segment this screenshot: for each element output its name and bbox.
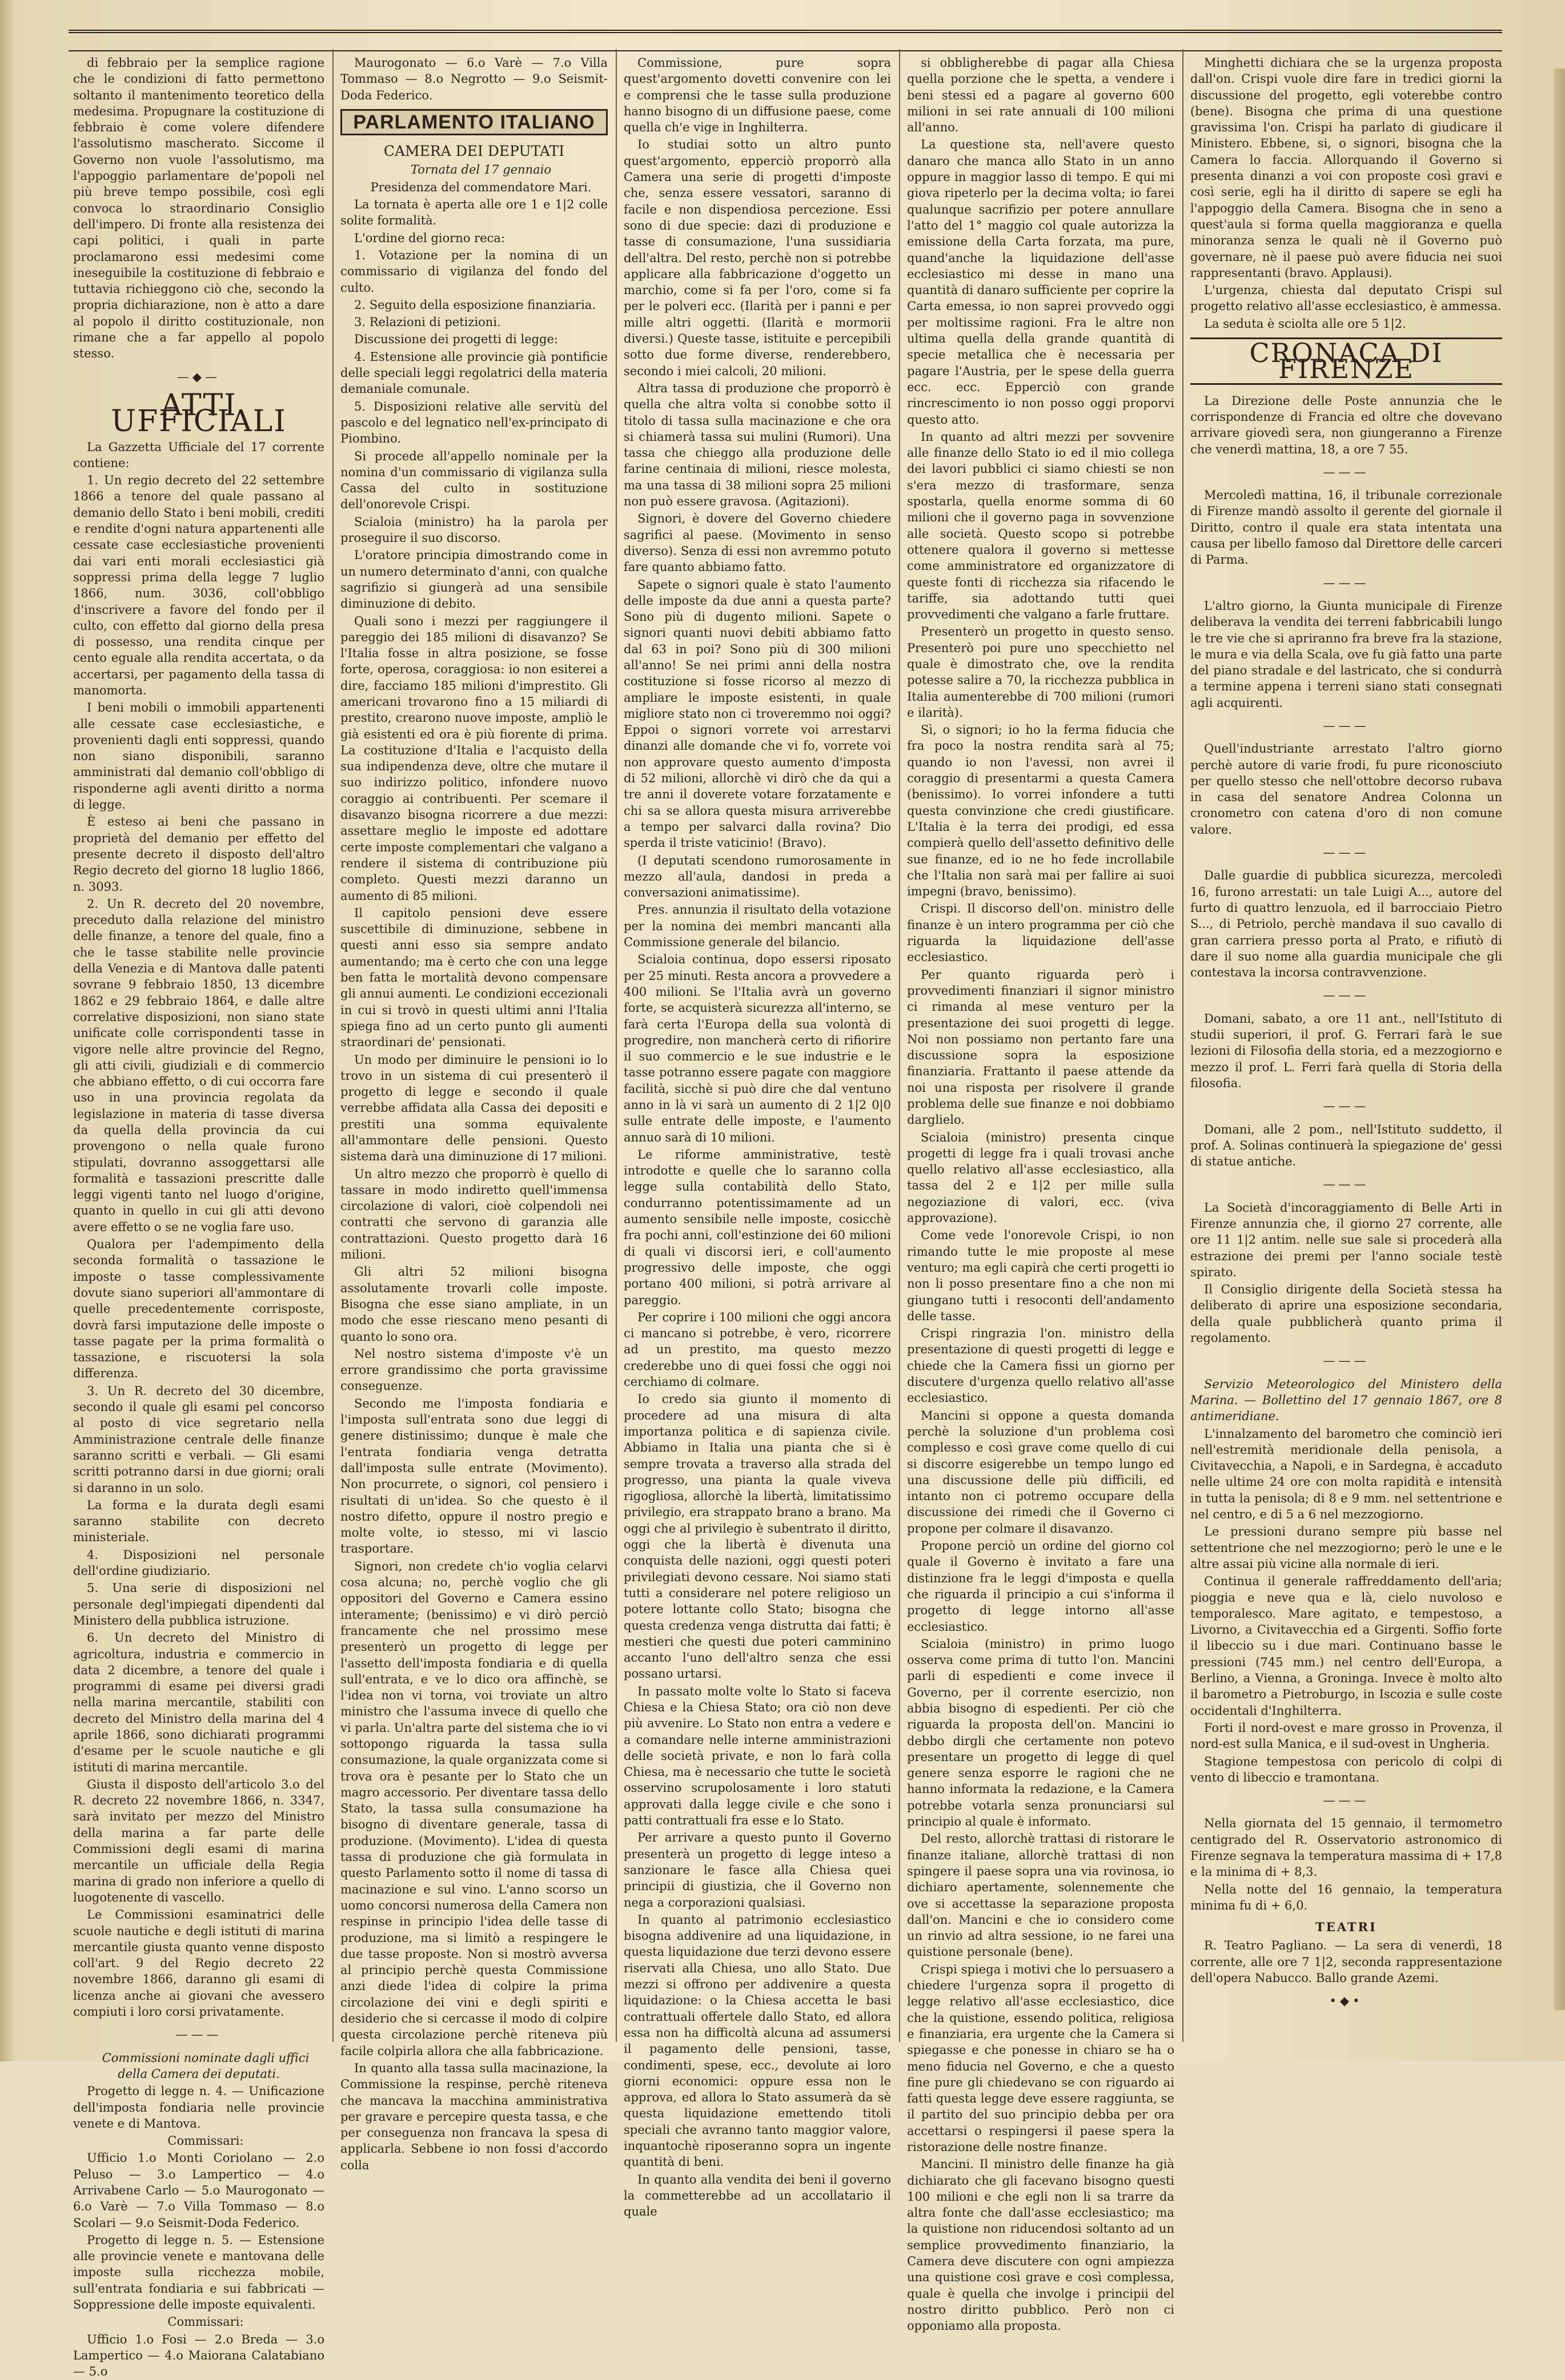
article-text: Maurogonato — 6.o Varè — 7.o Villa Tommaso — 8.o Negrotto — 9.o Seismit-Doda Federico. <box>340 56 608 102</box>
article-text: Stagione tempestosa con pericolo di colpi di vento di libeccio e tramontana. <box>1190 1754 1502 1784</box>
article-text: (I deputati scendono rumorosamente in mezzo all'aula, dandosi in preda a conversazioni animatissime). <box>624 853 891 900</box>
section-divider: ——— <box>1323 1177 1370 1192</box>
article-text: Signori, è dovere del Governo chiedere sagrifici al paese. (Movimento in senso diverso). Senza di essi non avremmo potuto fare quanto abbiamo fatto. <box>624 512 891 574</box>
article-text: Un altro mezzo che proporrò è quello di tassare in modo indiretto quell'immensa circolazione di valori, cioè colpendoli nei contratti che servono di garanzia alle contrattazioni. Questo progetto darà 16 milioni. <box>340 1167 608 1262</box>
chamber-title: CAMERA DEI DEPUTATI <box>383 143 565 160</box>
article-text: Per coprire i 100 milioni che oggi ancora ci mancano si potrebbe, è vero, ricorrere ad un prestito, ma questo mezzo crederebbe uno di quei fossi che oggi noi cerchiamo di colmare. <box>624 1310 891 1389</box>
article-text: si obbligherebbe di pagar alla Chiesa quella porzione che le spetta, a vendere i beni stessi ed a pagare al governo 600 milioni in sei rate annuali di 100 milioni all'anno. <box>907 56 1174 135</box>
session-president: Presidenza del commendatore Mari. <box>370 180 592 194</box>
column-1 <box>73 55 324 2379</box>
article-text: La seduta è sciolta alle ore 5 1|2. <box>1204 316 1406 331</box>
article-text: L'oratore principia dimostrando come in un numero determinato d'anni, con qualche sagrifizio si giungerà ad una sensibile diminuzione di debito. <box>340 548 608 611</box>
article-text: Sì, o signori; io ho la ferma fiducia che fra poco la nostra rendita sarà al 75; quando io non l'avessi, non avrei il coraggio di presentarmi a questa Camera (benissimo). Io vorrei infondere a tutti questa convinzione che credi giustificare. L'Italia è la terra dei prodigi, ed essa compierà quello dell'assetto definitivo delle sue finanze, ed io ne ho fede incrollabile che l'Italia non sarà mai per fallire ai suoi impegni (bravo, benissimo). <box>907 723 1174 899</box>
section-divider: ——— <box>1323 1794 1370 1808</box>
article-text: Io credo sia giunto il momento di procedere ad una misura di alta importanza politica e di sapienza civile. Abbiamo in Italia una pianta che si è sempre trovata a traverso alla strada del progresso, una pianta la quale viveva rigogliosa, allorchè la libertà, limitatissimo privilegio, era strappato brano a brano. Ma oggi che al privilegio è subentrato il diritto, oggi che la libertà è divenuta una conquista delle nazioni, oggi questi poteri privilegiati devono cessare. Noi siamo stati tutti a considerare nel potere religioso un potere lottante collo Stato; bisogna che questa credenza venga distrutta dai fatti; è mestieri che questi due poteri camminino accanto l'uno dell'altro senza che essi possano urtarsi. <box>624 1392 891 1681</box>
column-rule <box>332 49 334 2042</box>
section-divider: •◆• <box>1329 1994 1363 2008</box>
article-text: Mancini si oppone a questa domanda perchè la soluzione d'un problema così complesso e così grave come quello di cui si discorre esigerebbe un tempo lungo ed una discussione delle più difficili, ed intanto non ci potremo occupare della discussione dei rimedi che il Governo ci propone per colmare il disavanzo. <box>907 1408 1174 1535</box>
article-text: Qualora per l'adempimento della seconda formalità o tassazione le imposte o tasse complessivamente dovute siano superiori all'ammontare di quelle precedentemente corrisposte, dovrà farsi imputazione delle imposte o tasse pagate per la prima formalità o tassazione, e riscuotersi la sola differenza. <box>73 1237 324 1381</box>
article-text: Nel nostro sistema d'imposte v'è un errore grandissimo che porta gravissime conseguenze. <box>340 1346 608 1393</box>
article-text: È esteso ai beni che passano in proprietà del demanio per effetto del presente decreto il disposto dell'altro Regio decreto del giorno 18 luglio 1866, n. 3093. <box>73 815 324 894</box>
article-text: Scialoia (ministro) ha la parola per proseguire il suo discorso. <box>340 514 608 545</box>
article-text: Crispi spiega i motivi che lo persuasero a chiedere l'urgenza sopra il progetto di legge relativo all'asse ecclesiastico, dice che la quistione, essendo politica, religiosa e finanziaria, era urgente che la Camera si spiegasse e che ponesse in chiaro se ha o meno fiducia nel Governo, e che a questo fine pure gli chiedevano se con riguardo ai fatti questa legge deve essere raggiunta, se il partito del suo principio debba per ora accettarsi o respingersi il paese spera la ristorazione delle nostre finanze. <box>907 1962 1174 2154</box>
article-text: In quanto ad altri mezzi per sovvenire alle finanze dello Stato io ed il mio collega dei lavori pubblici ci siamo chiesti se non s'era mezzo di trasformare, senza spostarla, quella enorme somma di 60 milioni che il governo paga in sovvenzione alle società. Questo scopo si potrebbe ottenere qualora il governo si mettesse come amministratore ed organizzatore di queste fonti di ricchezza sia rifacendo le tariffe, sia adottando tutti quei provvedimenti che valgano a farle fruttare. <box>907 429 1174 622</box>
column-rule <box>1182 49 1183 2042</box>
section-heading-cronaca: CRONACA DI FIRENZE <box>1190 337 1502 385</box>
article-text: 1. Votazione per la nomina di un commissario di vigilanza del fondo del culto. <box>340 248 608 295</box>
column-3 <box>624 55 891 2219</box>
article-text: R. Teatro Pagliano. — La sera di venerdì, 18 corrente, alle ore 7 1|2, seconda rappresentazione dell'opera Nabucco. Ballo grande Azemi. <box>1190 1939 1502 1985</box>
article-text: In quanto al patrimonio ecclesiastico bisogna addivenire ad una liquidazione, in questa liquidazione due terzi devono essere riservati alla Chiesa, uno allo Stato. Due mezzi si offrono per addivenire a questa liquidazione: o la Chiesa accetta le basi contrattuali offertele dallo Stato, ed allora essa non ha difficoltà alcuna ad assumersi il pagamento delle pensioni, tasse, condimenti, spese, ecc., devolute ai loro giorni economici: oppure essa non le approva, ed allora lo Stato assumerà da sè questa liquidazione emettendo titoli speciali che avranno tanto maggior valore, inquantochè riposeranno sopra un ingente quantità di beni. <box>624 1912 891 2169</box>
article-text: 3. Un R. decreto del 30 dicembre, secondo il quale gli esami pel concorso al posto di vice segretario nella Amministrazione centrale delle finanze saranno scritti e verbali. — Gli esami scritti potranno darsi in due giorni; orali si daranno in un solo. <box>73 1384 324 1495</box>
article-text: Giusta il disposto dell'articolo 3.o del R. decreto 22 novembre 1866, n. 3347, sarà invitato per mezzo del Ministro della marina a far parte delle Commissioni degli esami di marina mercantile un ufficiale della Regia marina di grado non inferiore a quello di luogotenente di vascello. <box>73 1777 324 1904</box>
article-text: Ufficio 1.o Monti Coriolano — 2.o Peluso — 3.o Lampertico — 4.o Arrivabene Carlo — 5.o Maurogonato — 6.o Varè — 7.o Villa Tommaso — 8.o Scolari — 9.o Seismit-Doda Federico. <box>73 2151 324 2230</box>
article-text: 6. Un decreto del Ministro di agricoltura, industria e commercio in data 2 dicembre, a tenore del quale i programmi di esame pei diversi gradi nella marina mercantile, stabiliti con decreto del Ministro della marina del 4 aprile 1866, sono dichiarati programmi d'esame per le scuole nautiche e gli istituti di marina mercantile. <box>73 1631 324 1774</box>
top-rule <box>69 30 1502 51</box>
section-divider: ——— <box>1323 1099 1370 1113</box>
article-text: Discussione dei progetti di legge: <box>354 332 559 347</box>
article-text: Crispi ringrazia l'on. ministro della presentazione di questi progetti di legge e chiede che la Camera fissi un giorno per discutere d'urgenza quello relativo all'asse ecclesiastico. <box>907 1326 1174 1405</box>
article-text: Progetto di legge n. 5. — Estensione alle provincie venete e mantovana delle imposte sulla ricchezza mobile, sull'entrata fondiaria e sui fabbricati — Soppressione delle imposte equivalenti. <box>73 2233 324 2312</box>
article-text: In passato molte volte lo Stato si faceva Chiesa e la Chiesa Stato; ora ciò non deve più avvenire. Lo Stato non entra a vedere e a comandare nelle interne amministrazioni delle società private, e non lo farà colla Chiesa, ma è necessario che tutte le società osservino scrupolosamente i loro statuti approvati dalla legge civile e che sono i patti contrattuali fra esse e lo Stato. <box>624 1684 891 1828</box>
article-text: di febbraio per la semplice ragione che le condizioni di fatto permettono soltanto il mantenimento teoretico della medesima. Propugnare la costituzione di febbraio è come volere difendere l'assolutismo mascherato. Siccome il Governo non vuole l'assolutismo, ma l'appoggio parlamentare de'popoli nel più breve tempo possibile, così egli convoca lo straordinario Consiglio dell'impero. Di fronte alla resistenza dei capi politici, i quali in parte proclamarono essi medesimi come ineseguibile la costituzione di febbraio e tuttavia richieggono ciò che, secondo la propria dichiarazione, non è atto a dare al popolo il diritto costituzionale, non rimane che a far appello al popolo stesso. <box>73 56 324 361</box>
article-text: Io studiai sotto un altro punto quest'argomento, epperciò proporrò alla Camera una serie di progetti d'imposte che, senza essere vessatori, saranno di facile e non dispendiosa percezione. Essi sono di due specie: dazi di produzione e tasse di consumazione, l'una sussidiaria dell'altra. Del resto, perchè non si potrebbe applicare alla fabbricazione d'oggetto un marchio, come si fa per l'oro, come si fa per le polveri ecc. (Ilarità per i panni e per mille altri oggetti. (Ilarità e mormorii diversi.) Queste tasse, istituite e percepibili sotto due forme diverse, renderebbero, secondo i miei calcoli, 20 milioni. <box>624 138 891 378</box>
article-text: Progetto di legge n. 4. — Unificazione dell'imposta fondiaria nelle provincie venete e di Mantova. <box>73 2084 324 2130</box>
section-divider: ——— <box>1323 576 1370 590</box>
column-rule <box>616 49 617 2042</box>
article-text: Le riforme amministrative, testè introdotte e quelle che lo saranno colla legge sulla contabilità dello Stato, condurranno potentissimamente ad un aumento sensibile nelle imposte, cosicchè fra pochi anni, coll'estinzione dei 60 milioni di quali vi discorsi ieri, e coll'aumento progressivo delle imposte, che oggi portano 400 milioni, si potrà arrivare al pareggio. <box>624 1147 891 1307</box>
section-heading-teatri: TEATRI <box>1315 1920 1377 1935</box>
section-divider: ——— <box>175 2028 222 2042</box>
section-divider: —◆— <box>176 369 221 384</box>
section-divider: ——— <box>1323 988 1370 1003</box>
article-text: La Società d'incoraggiamento di Belle Arti in Firenze annunzia che, il giorno 27 corrente, alle ore 11 1|2 antim. nelle sue sale si procederà alla estrazione dei premi per l'anno sociale testè spirato. <box>1190 1200 1502 1279</box>
article-text: Signori, non credete ch'io voglia celarvi cosa alcuna; no, perchè voglio che gli oppositori del Governo e Camera essino interamente; (benissimo) e vi dirò perciò francamente che nel prossimo mese presenterò un progetto di legge per l'assetto dell'imposta fondiaria e di quella sull'entrata, e ve lo dico ora affinchè, se l'idea non vi torna, voi troviate un altro ministro che l'assuma invece di quello che vi parla. Un'altra parte del sistema che io vi sottopongo riguarda la tassa sulla consumazione, la quale organizzata come si trova ora è pesante per lo Stato che un magro accessorio. Per diventare tassa dello Stato, la tassa sulla consumazione ha bisogno di diventare generale, tassa di produzione. (Movimento). L'idea di questa tassa di produzione che già formulata in questo Parlamento sotto il nome di tassa di macinazione e sul vino. L'anno scorso un uomo concorsi numerosa della Camera non respinse in principio l'idea delle tasse di produzione, ma si limitò a respingere le due tasse proposte. Non si mostrò avversa al principio perchè questa Commissione anzi diede l'idea di colpire la prima circolazione dei vini e degli spiriti e desiderio che si cercasse il modo di colpire questa circolazione perchè riteneva più facile colpirla allora che alla fabbricazione. <box>340 1559 608 2058</box>
list-label: Commissari: <box>167 2134 244 2148</box>
article-text: Mercoledì mattina, 16, il tribunale correzionale di Firenze mandò assolto il gerente del giornale il Diritto, contro il quale era stata intentata una causa per libello famoso dal Direttore delle carceri di Parma. <box>1190 488 1502 567</box>
article-text: Pres. annunzia il risultato della votazione per la nomina dei membri mancanti alla Commissione generale del bilancio. <box>624 903 891 950</box>
article-text: 4. Disposizioni nel personale dell'ordine giudiziario. <box>73 1547 324 1578</box>
section-divider: ——— <box>1323 718 1370 733</box>
list-label: Commissari: <box>167 2315 244 2329</box>
subsection-title: Commissioni nominate dagli uffici della Camera dei deputati. <box>102 2051 310 2081</box>
article-text: Servizio Meteorologico del Ministero della Marina. — Bollettino del 17 gennaio 1867, ore 8 antimeridiane. <box>1190 1377 1502 1424</box>
section-divider: ——— <box>1323 846 1370 860</box>
session-date: Tornata del 17 gennaio <box>410 163 552 177</box>
article-text: Il capitolo pensioni deve essere suscettibile di diminuzione, sebbene in questi anni esso sia sempre andato aumentando; ma è certo che con una legge ben fatta le mortalità devono compensare gli annui aumenti. Le condizioni eccezionali in cui si trovò in questi ultimi anni l'Italia spiega fino ad un certo punto gli aumenti straordinari de' pensionati. <box>340 906 608 1050</box>
article-text: 5. Disposizioni relative alle servitù del pascolo e del legnatico nell'ex-principato di Piombino. <box>340 399 608 446</box>
column-5 <box>1190 55 1502 2036</box>
article-text: In quanto alla tassa sulla macinazione, la Commissione la respinse, perchè riteneva che mancava la macchina amministrativa per gravare e percepire questa tassa, e che per conseguenza non francava la spesa di applicarla. Sebbene io non fossi d'accordo colla <box>340 2061 608 2172</box>
article-text: 4. Estensione alle provincie già pontificie delle speciali leggi regolatrici della materia demaniale comunale. <box>340 349 608 396</box>
article-text: Il Consiglio dirigente della Società stessa ha deliberato di aprire una esposizione secondaria, della quale pubblicherà quanto prima il regolamento. <box>1190 1283 1502 1345</box>
article-text: Mancini. Il ministro delle finanze ha già dichiarato che gli facevano bisogno questi 100 milioni e che egli non li sa trarre da altra fonte che dall'asse ecclesiastico; ma la quistione non riducendosi soltanto ad un semplice provvedimento finanziario, la Camera deve discutere con ogni ampiezza una quistione così grave e così complessa, quale è quella che involge i principii del nostro diritto pubblico. Però non ci opponiamo alla proposta. <box>907 2157 1174 2333</box>
article-text: La Direzione delle Poste annunzia che le corrispondenze di Francia ed oltre che dovevano arrivare giovedì sera, non giungeranno a Firenze che venerdì mattina, 18, a ore 7 55. <box>1190 393 1502 456</box>
article-text: Secondo me l'imposta fondiaria e l'imposta sull'entrata sono due leggi di genere distinissimo; dunque è male che l'entrata fondiaria venga detratta dall'imposta sulle entrate (Movimento). Non procurrete, o signori, col pensiero i risultati di un'idea. So che questo è il nostro difetto, oppure il nostro pregio e molte volte, io stesso, mi vi lascio trasportare. <box>340 1396 608 1556</box>
article-text: Per quanto riguarda però i provvedimenti finanziari il signor ministro ci rimanda al mese venturo per la presentazione dei suoi progetti di legge. Noi non possiamo non pertanto fare una discussione sopra la esposizione finanziaria. Frattanto il paese attende da noi una risposta per risolvere il grande problema delle sue finanze e noi dobbiamo darglielo. <box>907 967 1174 1127</box>
article-text: Del resto, allorchè trattasi di ristorare le finanze italiane, allorchè trattasi di non spingere il paese sopra una via rovinosa, io dichiaro apertamente, solennemente che ove si accettasse la separazione proposta dall'on. Mancini e che io considero come un rinvio ad altra sessione, io ne farei una quistione personale (bene). <box>907 1832 1174 1959</box>
article-text: Crispi. Il discorso dell'on. ministro delle finanze è un intero programma per ciò che riguarda la liquidazione dell'asse ecclesiastico. <box>907 902 1174 964</box>
article-text: Si procede all'appello nominale per la nomina d'un commissario di vigilanza sulla Cassa del culto in sostituzione dell'onorevole Crispi. <box>340 449 608 512</box>
article-text: Propone perciò un ordine del giorno col quale il Governo è invitato a fare una distinzione fra le leggi d'imposta e quella che riguarda il principio a cui s'informa il progetto di legge intorno all'asse ecclesiastico. <box>907 1539 1174 1634</box>
article-text: 2. Un R. decreto del 20 novembre, preceduto dalla relazione del ministro delle finanze, a tenore del quale, fino a che le tasse stabilite nelle provincie della Venezia e di Mantova dalle patenti sovrane 9 febbraio 1850, 13 dicembre 1862 e 29 febbraio 1864, e dalle altre correlative disposizioni, non siano state unificate colle corrispondenti tasse in vigore nelle altre provincie del Regno, gli atti civili, giudiziali e di commercio che abbiano effetto, o di cui occorra fare uso in una provincia regolata da legislazione in materia di tasse diversa da quella della provincia da cui provengono o nella quale furono stipulati, dovranno assoggettarsi alle formalità e tassazioni prescritte dalle leggi vigenti tanto nel luogo d'origine, quanto in quello in cui gli atti devono avere effetto o se ne voglia fare uso. <box>73 896 324 1234</box>
article-text: L'urgenza, chiesta dal deputato Crispi sul progetto relativo all'asse ecclesiastico, è ammessa. <box>1190 283 1502 313</box>
article-text: Domani, sabato, a ore 11 ant., nell'Istituto di studii superiori, il prof. G. Ferrari farà le sue lezioni di Filosofia della storia, ed a mezzogiorno e mezzo il prof. L. Ferri farà quella di Storia della filosofia. <box>1190 1011 1502 1090</box>
article-text: Gli altri 52 milioni bisogna assolutamente trovarli colle imposte. Bisogna che esse siano ampliate, in un modo che esse riescano meno pesanti di quanto lo sono ora. <box>340 1265 608 1344</box>
article-text: La Gazzetta Ufficiale del 17 corrente contiene: <box>73 440 324 470</box>
article-text: La forma e la durata degli esami saranno stabilite con decreto ministeriale. <box>73 1498 324 1545</box>
article-text: Ufficio 1.o Fosi — 2.o Breda — 3.o Lampertico — 4.o Maiorana Calatabiano — 5.o <box>73 2332 324 2379</box>
article-text: La questione sta, nell'avere questo danaro che manca allo Stato in un anno oppure in maggior lasso di tempo. E qui mi giova ripeterlo per la decima volta; io farei qualunque sacrifizio per potere annullare l'atto del 1° maggio col quale autorizza la emissione della Carta forzata, ma pure, quand'anche la liquidazione dell'asse ecclesiastico mi desse in mano una quantità di danaro sufficiente per coprire la Carta emessa, io non saprei provvedo oggi per moltissime ragioni. Fra le altre non ultima quella della grande quantità di specie metallica che è necessaria per pagare l'Austria, per le spese della guerra ecc. ecc. Epperciò con grande rincrescimento io non posso oggi proporvi questo atto. <box>907 138 1174 427</box>
section-divider: ——— <box>1323 1354 1370 1368</box>
article-text: Le Commissioni esaminatrici delle scuole nautiche e degli istituti di marina mercantile giusta quanto venne disposto coll'art. 9 del Regio decreto 22 novembre 1866, daranno gli esami di licenza anche ai giovani che avessero compiuti i loro corsi privatamente. <box>73 1908 324 2019</box>
article-text: Nella notte del 16 gennaio, la temperatura minima fu di + 6,0. <box>1190 1882 1502 1912</box>
article-text: Nella giornata del 15 gennaio, il termometro centigrado del R. Osservatorio astronomico di Firenze segnava la temperatura massima di + 17,8 e la minima di + 8,3. <box>1190 1816 1502 1879</box>
article-text: I beni mobili o immobili appartenenti alle cessate case ecclesiastiche, e provenienti dagli enti soppressi, quando non siano disponibili, saranno amministrati dal demanio coll'obbligo di risponderne agli aventi diritto a norma di legge. <box>73 701 324 812</box>
article-text: Minghetti dichiara che se la urgenza proposta dall'on. Crispi vuole dire fare in tredici giorni la discussione del progetto, egli voterebbe contro (bene). Bisogna che prima di una questione gravissima l'on. Crispi ha parlato di giudicare il Ministero. Ebbene, si, o signori, bisogna che la Camera lo faccia. Allorquando il Governo si presenta dinanzi a voi con proposte così gravi e così serie, egli ha il diritto di sapere se egli ha l'appoggio della Camera. Bisogna che in seno a quest'aula si forma quella maggioranza e quella minoranza senza le quali nè il Governo può governare, nè il paese può avere fiducia nei suoi rappresentanti (bravo. Applausi). <box>1190 56 1502 280</box>
article-text: L'ordine del giorno reca: <box>354 231 505 245</box>
article-text: 1. Un regio decreto del 22 settembre 1866 a tenore del quale passano al demanio dello Stato i beni mobili, crediti e rendite d'ogni natura appartenenti alle cessate case ecclesiastiche provenienti dai vari enti morali ecclesiastici già soppressi prima della legge 7 luglio 1866, num. 3036, coll'obbligo d'inscrivere a favore del fondo per il culto, con effetto dal giorno della presa di possesso, una rendita cinque per cento eguale alla rendita accertata, o da accertarsi, per pagamento della tassa di manomorta. <box>73 473 324 697</box>
article-text: Come vede l'onorevole Crispi, io non rimando tutte le mie proposte al mese venturo; ma egli capirà che certi progetti io non li posso presentare fino a che non mi giungano tutti i resoconti dell'andamento delle tasse. <box>907 1228 1174 1323</box>
article-text: Domani, alle 2 pom., nell'Istituto suddetto, il prof. A. Solinas continuerà la spiegazione de' gessi di statue antiche. <box>1190 1122 1502 1169</box>
page-binding-edge <box>0 0 16 2061</box>
adjacent-page-edge <box>1554 69 1565 2010</box>
section-heading-atti-ufficiali: ATTI UFFICIALI <box>111 388 287 439</box>
article-text: Quell'industriante arrestato l'altro giorno perchè autore di varie frodi, fu pure riconosciuto per quello stesso che nell'ottobre decorso rubava in casa del senatore Andrea Colonna un cronometro con catena d'oro di non comune valore. <box>1190 742 1502 837</box>
section-divider: ——— <box>1323 465 1370 479</box>
article-text: In quanto alla vendita dei beni il governo la commetterebbe ad un accollatario il quale <box>624 2172 891 2219</box>
article-text: La tornata è aperta alle ore 1 e 1|2 colle solite formalità. <box>340 198 608 228</box>
article-text: Dalle guardie di pubblica sicurezza, mercoledì 16, furono arrestati: un tale Luigi A..., autore del furto di quattro lenzuola, ed il barrocciaio Pietro S..., di Petriolo, perchè mandava il suo cavallo di gran carriera presso porta al Prato, e rifiutò di dare il suo nome alla guardia municipale che gli contestava la incorsa contravvenzione. <box>1190 869 1502 980</box>
article-text: Un modo per diminuire le pensioni io lo trovo in un sistema di cui presenterò il progetto di legge e secondo il quale verrebbe affidata alla Cassa dei depositi e prestiti una somma equivalente all'ammontare delle pensioni. Questo sistema darà una diminuzione di 17 milioni. <box>340 1052 608 1164</box>
column-rule <box>899 49 900 2042</box>
article-text: 3. Relazioni di petizioni. <box>354 315 501 329</box>
article-text: Scialoia (ministro) presenta cinque progetti di legge fra i quali trovasi anche quello relativo all'asse ecclesiastico, alla tassa del 2 e 1|2 per mille sulla negoziazione di valori, ecc. (viva approvazione). <box>907 1130 1174 1225</box>
article-text: 2. Seguito della esposizione finanziaria. <box>354 298 596 312</box>
article-text: Forti il nord-ovest e mare grosso in Provenza, il nord-est sulla Manica, e il sud-ovest in Ungheria. <box>1190 1720 1502 1751</box>
article-text: Presenterò un progetto in questo senso. Presenterò poi pure uno specchietto nel quale è dimostrato che, ove la rendita potesse salire a 70, la ricchezza pubblica in Italia aumenterebbe di 700 milioni (rumori e ilarità). <box>907 625 1174 719</box>
article-text: Per arrivare a questo punto il Governo presenterà un progetto di legge inteso a sanzionare le fasce alla Chiesa quei principii di giustizia, che il Governo non nega a corporazioni qualsiasi. <box>624 1831 891 1909</box>
column-4 <box>907 55 1174 2333</box>
article-text: Continua il generale raffreddamento dell'aria; pioggia e neve qua e là, cielo nuvoloso e temporalesco. Mare agitato, e tempestoso, a Livorno, a Civitavecchia ed a Girgenti. Soffio forte il libeccio su i due mari. Continuano basse le pressioni (745 mm.) nel centro dell'Europa, a Berlino, a Vienna, a Groninga. Invece è molto alto il barometro a Pietroburgo, in Iscozia e sulle coste occidentali d'Inghilterra. <box>1190 1574 1502 1718</box>
article-text: Scialoia continua, dopo essersi riposato per 25 minuti. Resta ancora a provvedere a 400 milioni. Se l'Italia avrà un governo forte, se acquisterà sicurezza all'interno, se farà certa l'Europa della sua volontà di progredire, non mancherà certo di rifiorire il suo commercio e le sue industrie e le tasse potranno essere pagate con maggiore facilità, sicchè si può dire che dal ventuno anno in là vi sarà un aumento di 2 1|2 0|0 sulle entrate delle imposte, e l'aumento annuo sarà di 10 milioni. <box>624 952 891 1144</box>
article-text: Le pressioni durano sempre più basse nel settentrione che nel mezzogiorno; però le une e le altre assai più vicine alla normale di ieri. <box>1190 1525 1502 1571</box>
article-text: L'innalzamento del barometro che cominciò ieri nell'estremità meridionale della penisola, a Civitavecchia, a Napoli, e in Sardegna, è accaduto nelle ultime 24 ore con molta rapidità e intensità in tutta la penisola; di 8 e 9 mm. nel settentrione e nel centro, e di 5 a 6 nel mezzogiorno. <box>1190 1426 1502 1522</box>
article-text: Quali sono i mezzi per raggiungere il pareggio dei 185 milioni di disavanzo? Se l'Italia fosse in altra posizione, se fosse forte, operosa, coraggiosa: io non esiterei a dire, facciamo 185 milioni d'imprestito. Gli americani trovarono fino a 15 miliardi di prestito, crearono nuove imposte, ampliò le già esistenti ed ora è più fiorente di prima. La costituzione d'Italia e l'acquisto della sua indipendenza deve, oltre che mutare il suo indirizzo politico, infondere nuovo coraggio ai contribuenti. Per scemare il disavanzo bisogna ricorrere a due mezzi: assettare meglio le imposte ed adottare certe imposte complementari che valgano a rendere il sistema di contribuzione più completo. Questi mezzi daranno un aumento di 85 milioni. <box>340 614 608 903</box>
article-text: 5. Una serie di disposizioni nel personale degl'impiegati dipendenti dal Ministero della pubblica istruzione. <box>73 1581 324 1627</box>
parlamento-banner: PARLAMENTO ITALIANO <box>340 109 608 135</box>
article-text: Altra tassa di produzione che proporrò è quella che altra volta si conobbe sotto il titolo di tassa sulla macinazione e che ora si chiamerà tassa sui mulini (Rumori). Una tassa che chieggo alla produzione delle farine centinaia di milioni, riesce molesta, ma una tassa di 38 milioni sopra 25 milioni non può essere gravosa. (Agitazioni). <box>624 381 891 509</box>
column-2 <box>340 55 608 2172</box>
article-text: L'altro giorno, la Giunta municipale di Firenze deliberava la vendita dei terreni fabbricabili lungo le tre vie che si apriranno fra breve fra la stazione, le mura e via della Scala, ove fu già fatto una parte del piano stradale e del lastricato, che si condurrà a termine appena i terreni siano stati consegnati agli acquirenti. <box>1190 598 1502 710</box>
article-text: Commissione, pure sopra quest'argomento dovetti convenire con lei e comprensi che le tasse sulla produzione hanno bisogno di un diffusione paese, come quella ch'e vige in Inghilterra. <box>624 56 891 135</box>
article-text: Scialoia (ministro) in primo luogo osserva come prima di tutto l'on. Mancini parli di espedienti e come invece il Governo, per il corrente esercizio, non abbia bisogno di espedienti. Per ciò che riguarda la proposta dell'on. Mancini io debbo dirgli che certamente non potevo presentare un progetto di legge di quel genere senza esporre le ragioni che ne hanno informata la redazione, e la Camera potrebbe votarla senza pronunciarsi sul principio al quale è informato. <box>907 1637 1174 1829</box>
article-text: Sapete o signori quale è stato l'aumento delle imposte da due anni a questa parte? Sono più di dugento milioni. Sapete o signori quanti nuovi debiti abbiamo fatto dal 63 in poi? Sono più di 300 milioni all'anno! Se nei primi anni della nostra costituzione si fosse ricorso al mezzo di ampliare le imposte esistenti, in quale migliore stato non ci troveremmo noi oggi? Eppoi o signori vorrete voi arrestarvi dinanzi alle domande che vi fo, vorrete voi non approvare questo aumento d'imposta di 52 milioni, allorchè vi dirò che da qui a tre anni il doverete votare forzatamente e chi sa se allora questa misura arriverebbe a tempo per salvarci dalla rovina? Dio sperda il triste vaticinio! (Bravo). <box>624 577 891 850</box>
